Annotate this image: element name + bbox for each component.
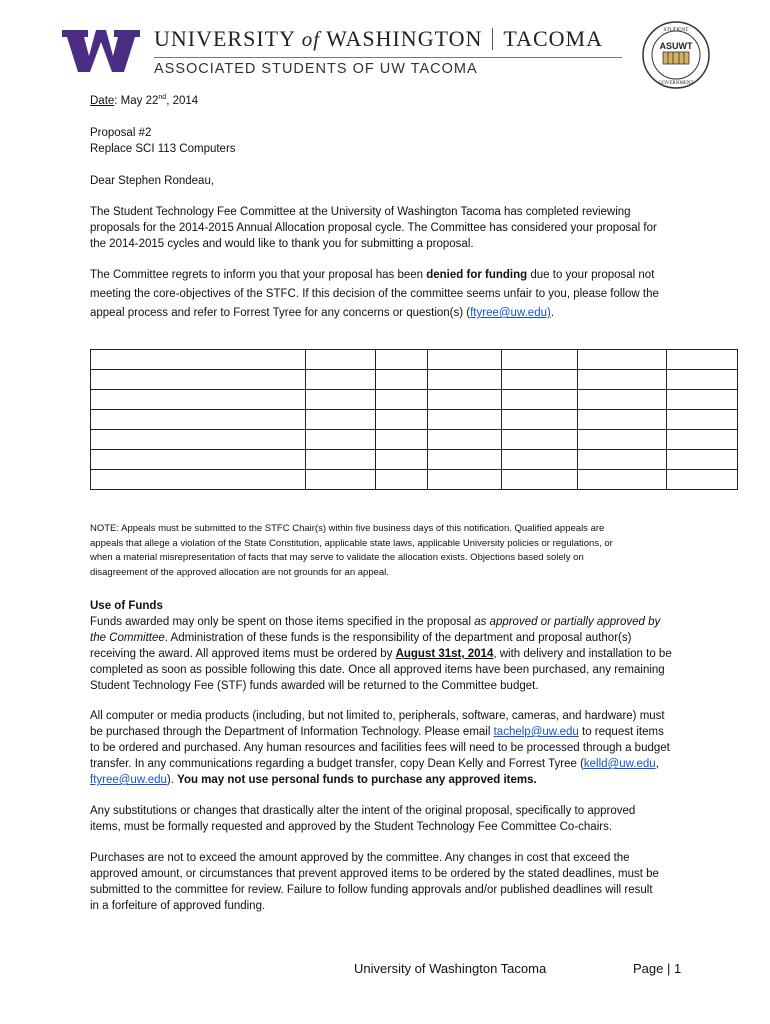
header-rule [154,57,622,58]
ftyree-email-link[interactable]: ftyree@uw.edu) [470,307,551,319]
salutation: Dear Stephen Rondeau, [90,175,215,187]
appeal-note: NOTE: Appeals must be submitted to the STFC Chair(s) within five business days of this notification. Qualified appeals are appeals that allege a violation of the State Constitution, applicable state laws, applicable University policies or regulations, or when a material misrepresentation of facts that may serve to validate the allocation exists. Objections based solely on disagreement of the approved allocation are not grounds for an appeal. [90,523,613,578]
allocation-table [90,349,738,490]
table-row [91,410,738,430]
proposal-subject: Replace SCI 113 Computers [90,143,236,155]
kelld-email-link[interactable]: kelld@uw.edu [583,758,656,770]
svg-text:GOVERNMENT: GOVERNMENT [658,81,694,86]
ftyree-email-link-2[interactable]: ftyree@uw.edu [90,774,167,786]
table-row [91,430,738,450]
table-row [91,390,738,410]
use-of-funds-heading: Use of Funds [90,600,163,612]
decision-paragraph: The Committee regrets to inform you that your proposal has been denied for funding due to your proposal not meeting the core-objectives of the STFC. If this decision of the committee seems unfair to you, please follow the appeal process and refer to Forrest Tyree for any concerns or question(s) (ftyree@uw.edu). [90,269,659,319]
deadline-date: August 31st, 2014 [395,648,494,660]
tachelp-email-link[interactable]: tachelp@uw.edu [493,726,579,738]
university-name: UNIVERSITY of WASHINGTON TACOMA [154,26,603,51]
proposal-number: Proposal #2 [90,127,152,139]
footer-institution: University of Washington Tacoma [354,961,547,976]
intro-paragraph: The Student Technology Fee Committee at the University of Washington Tacoma has completed reviewing proposals for the 2014-2015 Annual Allocation proposal cycle. The Committee has considered your proposal for the 2014-2015 cycles and would like to thank you for submitting a proposal. [90,206,657,250]
use-of-funds-section: Use of Funds Funds awarded may only be spent on those items specified in the proposal as approved or partially approved by the Committee. Administration of these funds is the responsibility of the department and proposal author(s) receiving the award. All approved items must be ordered by August 31st, 2014, with delivery and installation to be completed as soon as possible following this date. Once all approved items have been purchased, any remaining Student Technology Fee (STF) funds awarded will be returned to the Committee budget. [90,598,690,694]
date-line: Date: May 22nd, 2014 [90,94,199,107]
associated-students-title: ASSOCIATED STUDENTS OF UW TACOMA [154,61,478,77]
svg-text:ASUWT: ASUWT [659,41,693,51]
table-row [91,350,738,370]
uw-w-logo [62,30,140,72]
products-paragraph: All computer or media products (including, but not limited to, peripherals, software, cameras, and hardware) must be purchased through the Department of Information Technology. Please email tachelp@uw.edu to request items to be ordered and purchased. Any human resources and facilities fees will need to be processed through a budget transfer. In any communications regarding a budget transfer, copy Dean Kelly and Forrest Tyree (kelld@uw.edu, ftyree@uw.edu). You may not use personal funds to purchase any approved items. [90,710,670,786]
table-row [91,470,738,490]
letterhead [0,0,770,90]
table-row [91,450,738,470]
table-row [91,370,738,390]
substitutions-paragraph: Any substitutions or changes that drastically alter the intent of the original proposal, specifically to approved items, must be formally requested and approved by the Student Technology Fee Committee Co-chairs. [90,805,636,833]
svg-text:STUDENT: STUDENT [663,27,689,33]
asuwt-seal-icon [641,20,711,90]
denied-status: denied for funding [426,269,528,281]
purchases-paragraph: Purchases are not to exceed the amount approved by the committee. Any changes in cost that exceed the approved amount, or circumstances that prevent approved items to be ordered by the stated deadlines, must be submitted to the committee for review. Failure to follow funding approvals and/or published deadlines will result in a forfeiture of approved funding. [90,852,659,912]
page-number: Page | 1 [633,961,682,976]
